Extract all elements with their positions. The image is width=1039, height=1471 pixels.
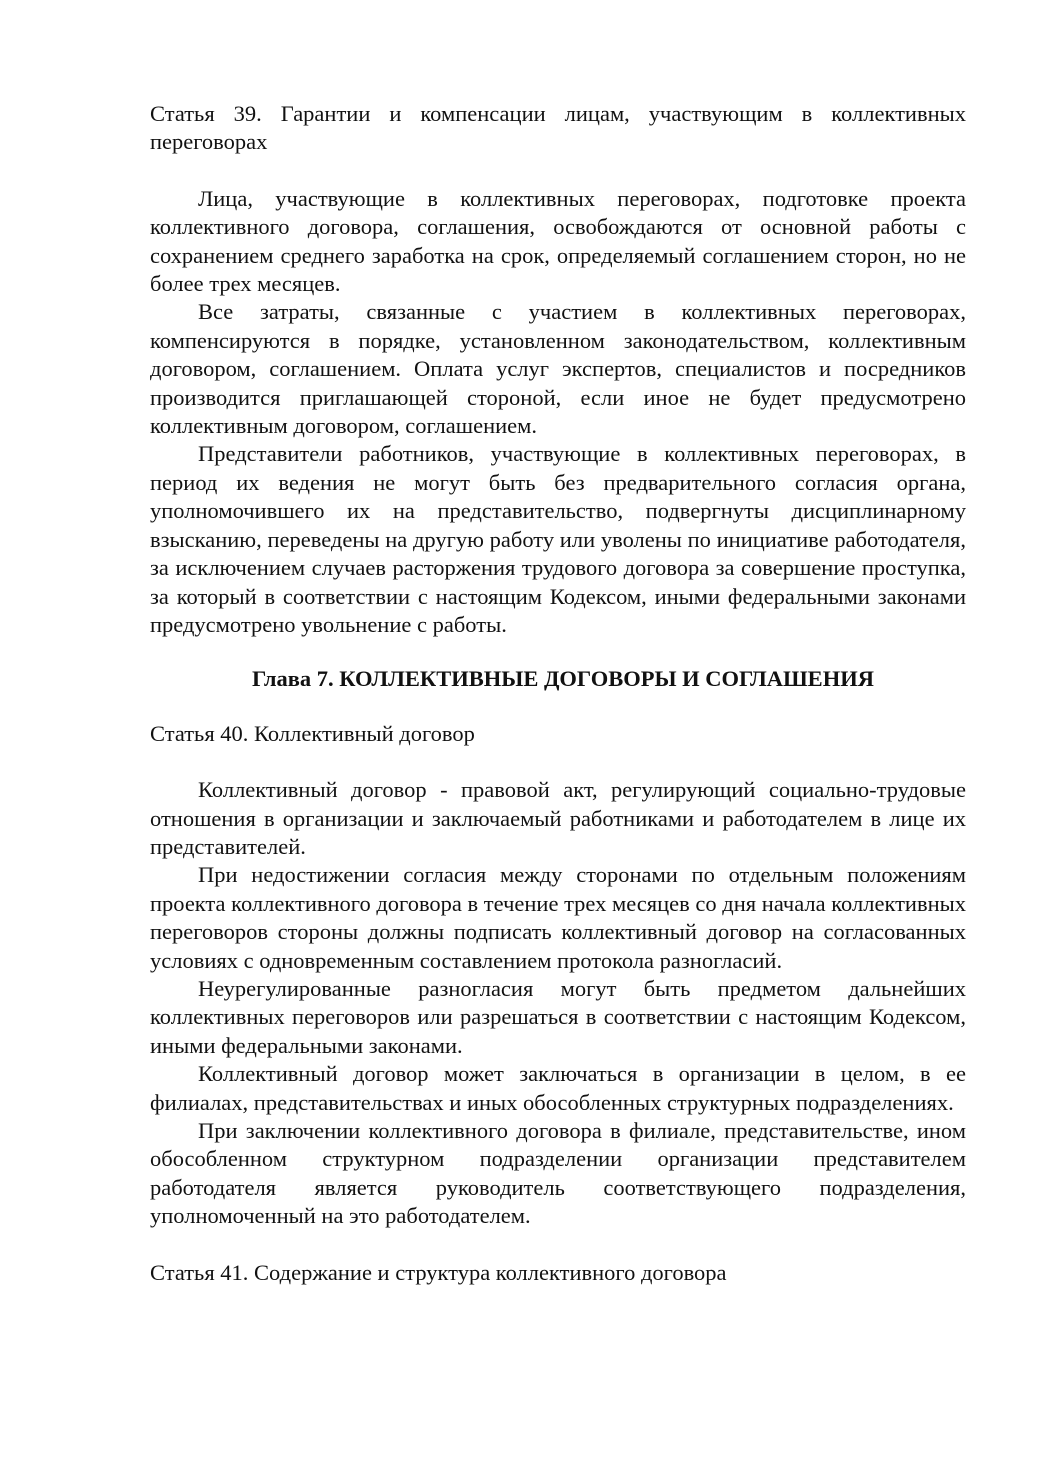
document-page bbox=[150, 100, 966, 1287]
spacer bbox=[150, 694, 966, 720]
article-40-paragraph-5: При заключении коллективного договора в филиале, представительстве, ином обособленном структурном подразделении организации представителем работодателя является руководитель соответствующего подразделения, уполномоченный на это работодателем. bbox=[150, 1118, 966, 1229]
article-39-paragraph-3: Представители работников, участвующие в коллективных переговорах, в период их ведения не могут быть без предварительного согласия органа, уполномочившего их на представительство, подвергнуты дисциплинарному взысканию, переведены на другую работу или уволены по инициативе работодателя, за исключением случаев расторжения трудового договора за совершение проступка, за который в соответствии с настоящим Кодексом, иными федеральными законами предусмотрено увольнение с работы. bbox=[150, 441, 966, 637]
article-40-paragraph-3: Неурегулированные разногласия могут быть предметом дальнейших коллективных переговоров или разрешаться в соответствии с настоящим Кодексом, иными федеральными законами. bbox=[150, 975, 966, 1058]
article-39-paragraph-1: Лица, участвующие в коллективных переговорах, подготовке проекта коллективного договора, соглашения, освобождаются от основной работы с сохранением среднего заработка на срок, определяемый соглашением сторон, но не более трех месяцев. bbox=[150, 185, 966, 297]
article-40-title: Статья 40. Коллективный договор bbox=[150, 720, 475, 746]
spacer bbox=[150, 1231, 966, 1259]
article-40-paragraph-1: Коллективный договор - правовой акт, регулирующий социально-трудовые отношения в организации и заключаемый работниками и работодателем в лице их представителей. bbox=[150, 777, 966, 859]
chapter-7-title: Глава 7. КОЛЛЕКТИВНЫЕ ДОГОВОРЫ И СОГЛАШЕНИЯ bbox=[252, 666, 874, 692]
article-39-title: Статья 39. Гарантии и компенсации лицам, участвующим в коллективных переговорах bbox=[150, 101, 966, 155]
article-41-title: Статья 41. Содержание и структура коллективного договора bbox=[150, 1259, 727, 1285]
article-40-paragraph-2: При недостижении согласия между сторонами по отдельным положениям проекта коллективного договора в течение трех месяцев со дня начала коллективных переговоров стороны должны подписать коллективный договор на согласованных условиях с одновременным составлением протокола разногласий. bbox=[150, 862, 966, 973]
spacer bbox=[150, 748, 966, 776]
spacer bbox=[150, 157, 966, 185]
article-40-paragraph-4: Коллективный договор может заключаться в организации в целом, в ее филиалах, представительствах и иных обособленных структурных подразделениях. bbox=[150, 1061, 966, 1115]
article-39-paragraph-2: Все затраты, связанные с участием в коллективных переговорах, компенсируются в порядке, установленном законодательством, коллективным договором, соглашением. Оплата услуг экспертов, специалистов и посредников производится приглашающей стороной, если иное не будет предусмотрено коллективным договором, соглашением. bbox=[150, 299, 966, 439]
spacer bbox=[150, 639, 966, 665]
